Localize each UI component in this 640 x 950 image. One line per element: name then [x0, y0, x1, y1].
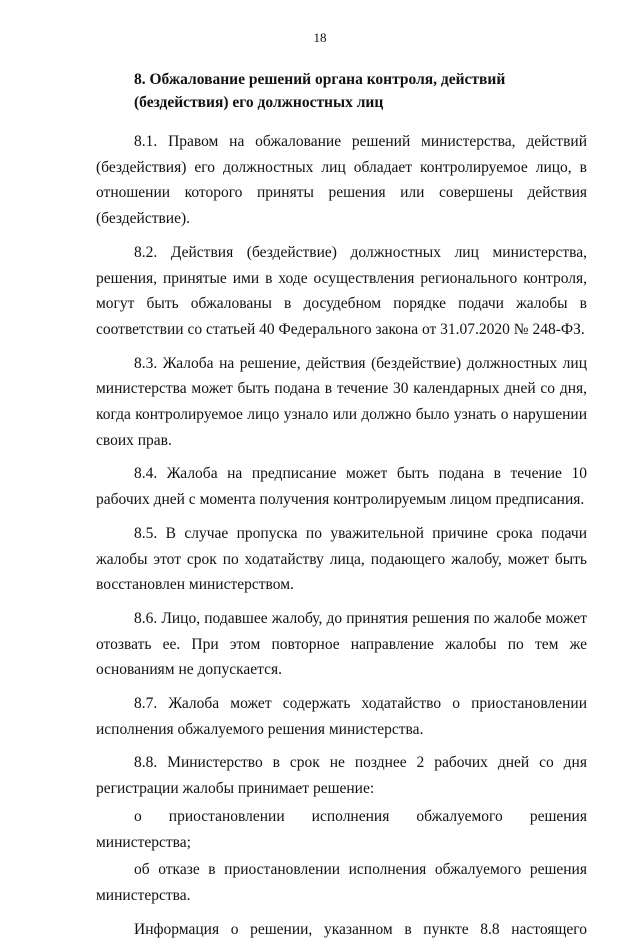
page-number: 18	[313, 30, 327, 45]
paragraph-8-1: 8.1. Правом на обжалование решений министерства, действий (бездействия) его должностных лиц обладает контролируемое лицо, в отношении которого приняты решения или совершены действия (бездействие).	[96, 133, 587, 228]
paragraph-8-8: 8.8. Министерство в срок не позднее 2 рабочих дней со дня регистрации жалобы принимает решение:	[96, 754, 587, 798]
section-content	[96, 68, 587, 950]
paragraph-8-3: 8.3. Жалоба на решение, действия (бездействие) должностных лиц министерства может быть подана в течение 30 календарных дней со дня, когда контролируемое лицо узнало или должно было узнать о нарушении своих прав.	[96, 354, 587, 449]
paragraph-8-8-option-refuse: об отказе в приостановлении исполнения обжалуемого решения министерства.	[96, 861, 587, 904]
paragraph-8-2: 8.2. Действия (бездействие) должностных лиц министерства, решения, принятые ими в ходе осуществления регионального контроля, могут быть обжалованы в досудебном порядке подачи жалобы в соответствии со статьей 40 Федерального закона от 31.07.2020 № 248-ФЗ.	[96, 243, 587, 338]
paragraph-8-5: 8.5. В случае пропуска по уважительной причине срока подачи жалобы этот срок по ходатайству лица, подающего жалобу, может быть восстановлен министерством.	[96, 524, 587, 594]
paragraph-8-8-option-suspend: о приостановлении исполнения обжалуемого решения министерства;	[96, 807, 587, 851]
paragraph-8-6: 8.6. Лицо, подавшее жалобу, до принятия решения по жалобе может отозвать ее. При этом повторное направление жалобы по тем же основаниям не допускается.	[96, 609, 587, 679]
paragraph-information: Информация о решении, указанном в пункте 8.8 настоящего	[134, 920, 587, 938]
paragraph-8-4: 8.4. Жалоба на предписание может быть подана в течение 10 рабочих дней с момента получения контролируемым лицом предписания.	[96, 465, 587, 509]
paragraph-8-7: 8.7. Жалоба может содержать ходатайство о приостановлении исполнения обжалуемого решения министерства.	[96, 695, 587, 738]
section-heading: 8. Обжалование решений органа контроля, действий (бездействия) его должностных лиц	[134, 71, 506, 111]
